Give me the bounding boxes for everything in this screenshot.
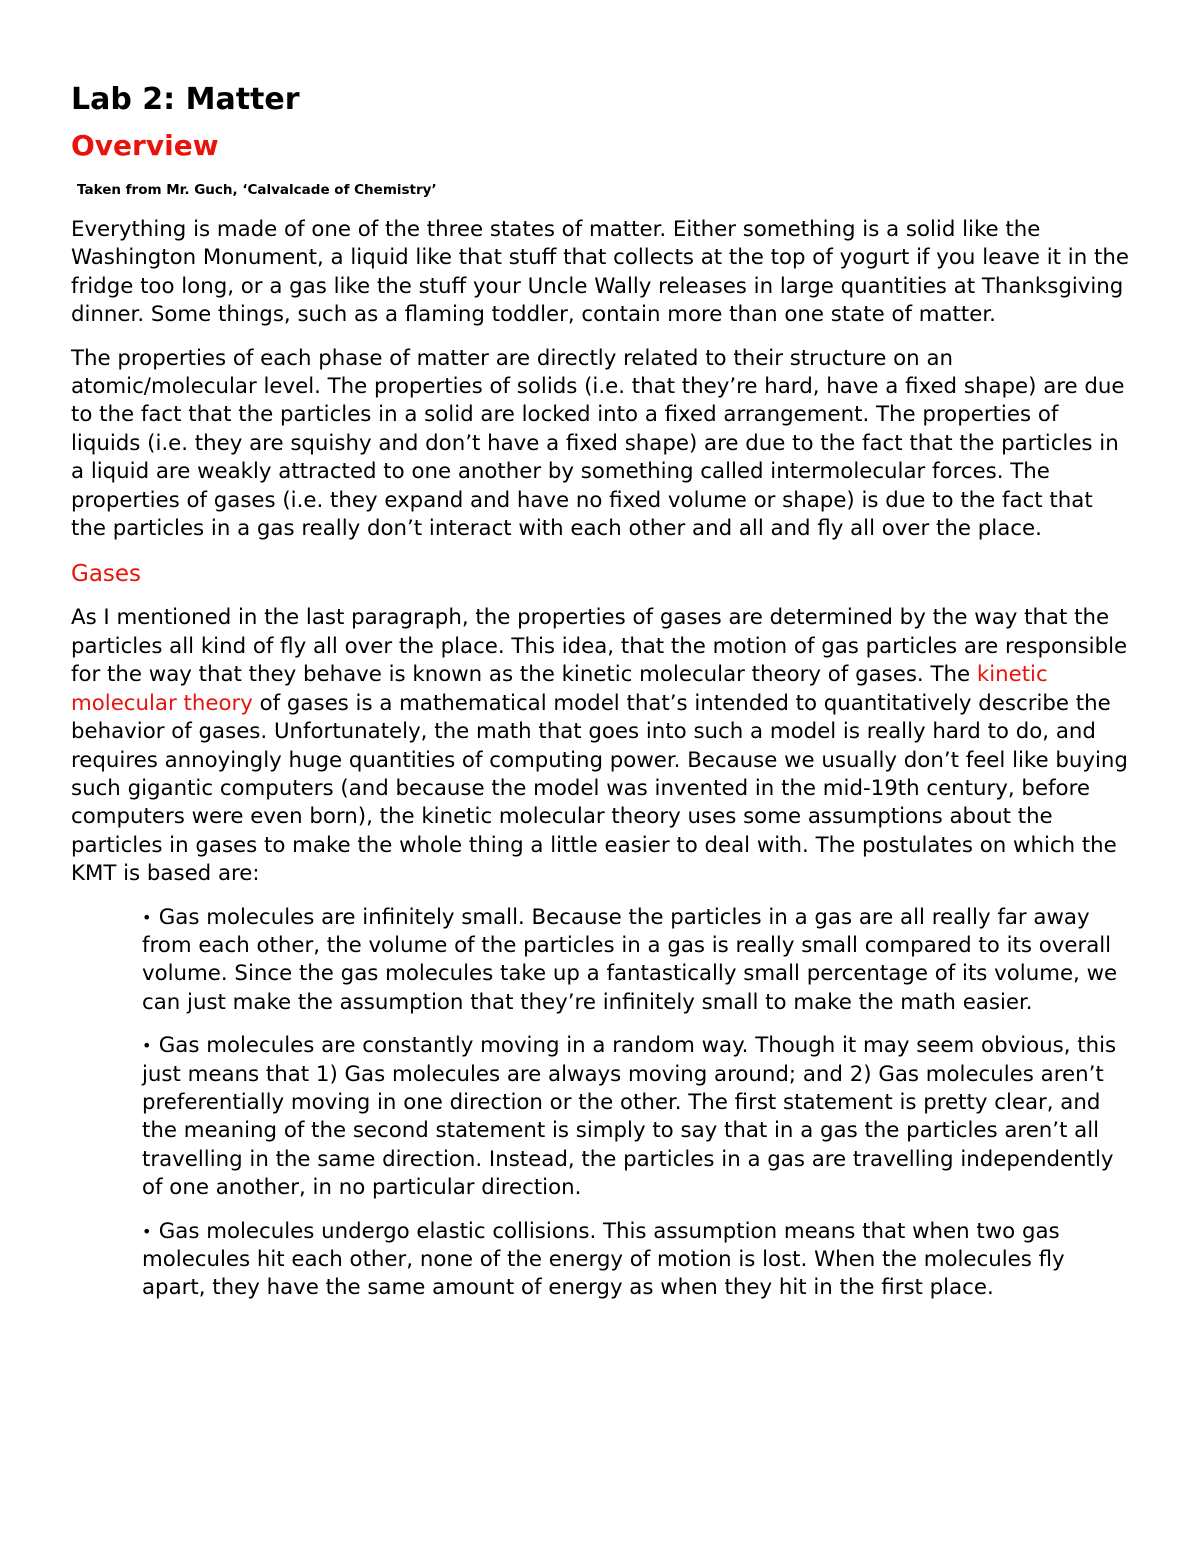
list-item [142, 1218, 1133, 1303]
source-note: Taken from Mr. Guch, ‘Calvalcade of Chemistry’ [77, 182, 437, 198]
postulate-text: Gas molecules are infinitely small. Because the particles in a gas are all really far away from each other, the volume of the particles in a gas is really small compared to its overall volume. Since the gas molecules take up a fantastically small percentage of its volume, we can just make the assumption that they’re infinitely small to make the math easier. [142, 904, 1118, 1015]
kmt-postulates-list [71, 904, 1133, 1303]
page-title: Lab 2: Matter [71, 82, 300, 117]
overview-paragraph-1: Everything is made of one of the three states of matter. Either something is a solid like the Washington Monument, a liquid like that stuff that collects at the top of yogurt if you leave it in the fridge too long, or a gas like the stuff your Uncle Wally releases in large quantities at Thanksgiving dinner. Some things, such as a flaming toddler, contain more than one state of matter. [71, 217, 1129, 328]
postulate-text: Gas molecules undergo elastic collisions. This assumption means that when two gas molecules hit each other, none of the energy of motion is lost. When the molecules fly apart, they have the same amount of energy as when they hit in the first place. [142, 1218, 1065, 1301]
bullet-icon: • [142, 1221, 152, 1241]
gases-intro-text-after: of gases is a mathematical model that’s intended to quantitatively describe the behavior of gases. Unfortunately, the math that goes into such a model is really hard to do, and requires annoyingly huge quantities of computing power. Because we usually don’t feel like buying such gigantic computers (and because the model was invented in the mid-19th century, before computers were even born), the kinetic molecular theory uses some assumptions about the particles in gases to make the whole thing a little easier to deal with. The postulates on which the KMT is based are: [71, 690, 1128, 887]
document-page [71, 80, 1133, 1318]
overview-heading: Overview [71, 129, 219, 162]
overview-paragraph-2: The properties of each phase of matter are directly related to their structure on an atomic/molecular level. The properties of solids (i.e. that they’re hard, have a fixed shape) are due to the fact that the particles in a solid are locked into a fixed arrangement. The properties of liquids (i.e. they are squishy and don’t have a fixed shape) are due to the fact that the particles in a liquid are weakly attracted to one another by something called intermolecular forces. The properties of gases (i.e. they expand and have no fixed volume or shape) is due to the fact that the particles in a gas really don’t interact with each other and all and fly all over the place. [71, 345, 1125, 542]
bullet-icon: • [142, 907, 152, 927]
postulate-text: Gas molecules are constantly moving in a random way. Though it may seem obvious, this just means that 1) Gas molecules are always moving around; and 2) Gas molecules aren’t preferentially moving in one direction or the other. The first statement is pretty clear, and the meaning of the second statement is simply to say that in a gas the particles aren’t all travelling in the same direction. Instead, the particles in a gas are travelling independently of one another, in no particular direction. [142, 1033, 1117, 1201]
bullet-icon: • [142, 1036, 152, 1056]
kinetic-molecular-theory-term: kinetic molecular theory [71, 662, 1048, 716]
list-item [142, 904, 1133, 1018]
gases-intro-text-before: As I mentioned in the last paragraph, the properties of gases are determined by the way that the particles all kind of fly all over the place. This idea, that the motion of gas particles are responsible for the way that they behave is known as the kinetic molecular theory of gases. The [71, 605, 1128, 688]
list-item [142, 1032, 1133, 1202]
gases-intro-paragraph [71, 604, 1133, 888]
gases-heading: Gases [71, 561, 142, 588]
